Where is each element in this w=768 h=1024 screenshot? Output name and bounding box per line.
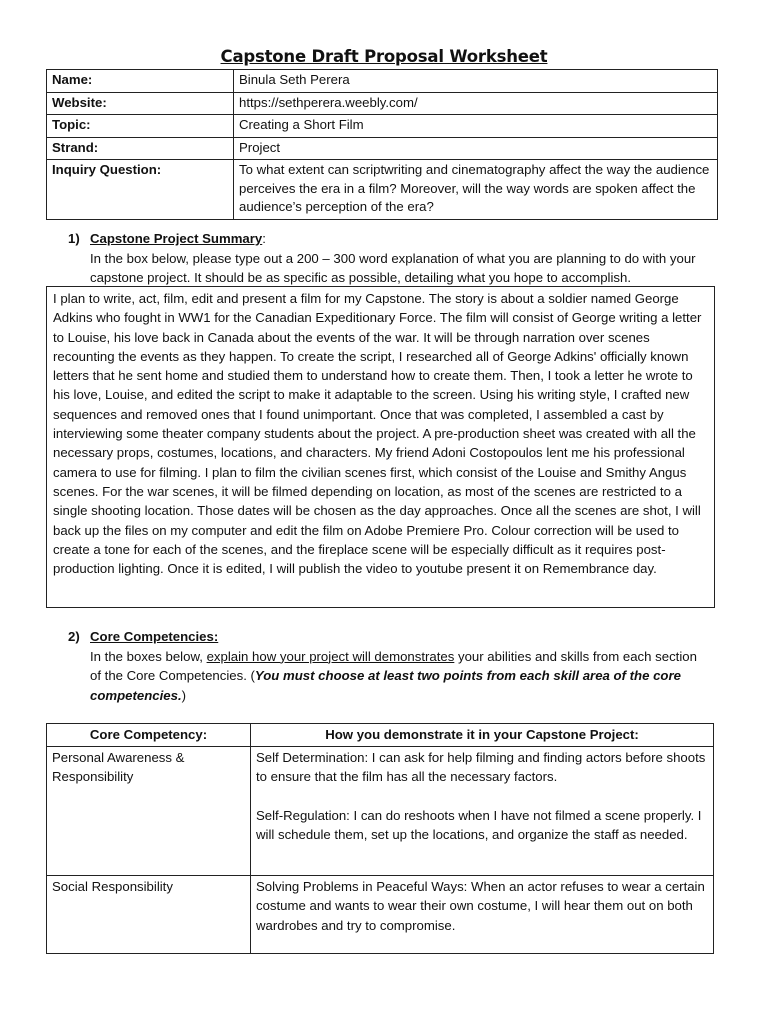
website-label: Website: bbox=[47, 92, 234, 115]
table-row bbox=[47, 70, 718, 93]
competency-cell: Social Responsibility bbox=[47, 875, 251, 953]
competencies-table bbox=[46, 723, 714, 954]
summary-heading-line bbox=[68, 229, 708, 249]
instructions-text: In the boxes below, bbox=[90, 648, 207, 664]
demonstration-text: Self Determination: I can ask for help filming and finding actors before shoots to ensure that the film has all the necessary factors. bbox=[256, 749, 706, 784]
summary-instructions: In the box below, please type out a 200 – 300 word explanation of what you are planning to do with your capstone project. It should be as specific as possible, detailing what you hope to accomplish. bbox=[90, 250, 696, 285]
table-row bbox=[47, 92, 718, 115]
competencies-section bbox=[68, 627, 708, 705]
competencies-number: 2) bbox=[68, 629, 80, 644]
summary-heading-colon: : bbox=[262, 231, 266, 246]
inquiry-question-value: To what extent can scriptwriting and cinematography affect the way the audience perceives the era in a film? Moreover, will the way words are spoken affect the audience’s perception of the era? bbox=[234, 160, 718, 220]
table-header-row bbox=[47, 724, 714, 747]
instructions-text: your abilities and skills from each section of the Core Competencies. ( bbox=[90, 648, 697, 683]
website-value: https://sethperera.weebly.com/ bbox=[234, 92, 718, 115]
inquiry-question-label: Inquiry Question: bbox=[47, 160, 234, 220]
strand-value: Project bbox=[234, 137, 718, 160]
table-row bbox=[47, 875, 714, 953]
competencies-heading-line bbox=[68, 627, 708, 647]
topic-label: Topic: bbox=[47, 115, 234, 138]
page-title: Capstone Draft Proposal Worksheet bbox=[220, 47, 548, 66]
competency-cell: Personal Awareness & Responsibility bbox=[47, 746, 251, 875]
demonstration-cell bbox=[251, 875, 714, 953]
column-header: How you demonstrate it in your Capstone Project: bbox=[251, 724, 714, 747]
summary-heading: Capstone Project Summary bbox=[90, 231, 263, 246]
name-value: Binula Seth Perera bbox=[234, 70, 718, 93]
competencies-instructions bbox=[68, 647, 708, 706]
demonstration-text: Solving Problems in Peaceful Ways: When an actor refuses to wear a certain costume and wants to wear their own costume, I will hear them out on both wardrobes and try to compromise. bbox=[256, 878, 705, 933]
instructions-underlined: explain how your project will demonstrates bbox=[206, 648, 455, 664]
table-row bbox=[47, 160, 718, 220]
strand-label: Strand: bbox=[47, 137, 234, 160]
student-info-table bbox=[46, 69, 718, 220]
demonstration-cell bbox=[251, 746, 714, 875]
demonstration-text: Self-Regulation: I can do reshoots when I have not filmed a scene properly. I will schedule them, set up the locations, and organize the staff as needed. bbox=[256, 807, 702, 842]
summary-number: 1) bbox=[68, 231, 80, 246]
table-row bbox=[47, 137, 718, 160]
name-label: Name: bbox=[47, 70, 234, 93]
topic-value: Creating a Short Film bbox=[234, 115, 718, 138]
instructions-text: ) bbox=[181, 687, 187, 703]
competencies-heading: Core Competencies: bbox=[90, 629, 219, 644]
summary-section bbox=[68, 229, 708, 288]
table-row bbox=[47, 115, 718, 138]
table-row bbox=[47, 746, 714, 875]
instructions-bold-italic: You must choose at least two points from each skill area of the core competencies. bbox=[90, 668, 681, 703]
column-header: Core Competency: bbox=[47, 724, 251, 747]
summary-text-box: I plan to write, act, film, edit and present a film for my Capstone. The story is about a soldier named George Adkins who fought in WW1 for the Canadian Expeditionary Force. The film will consist of George writing a letter to Louise, his love back in Canada about the events of the war. It will be through narration over scenes recounting the events as they happen. To create the script, I researched all of George Adkins' officially known letters that he sent home and studied them to understand how to create them. Then, I took a letter he wrote to his love, Louise, and edited the script to make it adaptable to the screen. Using his writing style, I crafted new sequences and removed ones that I found unimportant. Once that was completed, I assembled a cast by interviewing some theater company students about the project. A pre-production sheet was created with all the necessary props, costumes, locations, and characters. My friend Adoni Costopoulos lent me his professional camera to use for filming. I plan to film the civilian scenes first, which consist of the Louise and Smithy Angus scenes. For the war scenes, it will be filmed depending on location, as most of the scenes are restricted to a single shooting location. Those dates will be chosen as the day approaches. Once all the scenes are shot, I will back up the files on my computer and edit the film on Adobe Premiere Pro. Colour correction will be used to create a tone for each of the scenes, and the fireplace scene will be especially difficult as it requires post-production lighting. Once it is edited, I will publish the video to youtube present it on Remembrance day. bbox=[46, 286, 715, 608]
